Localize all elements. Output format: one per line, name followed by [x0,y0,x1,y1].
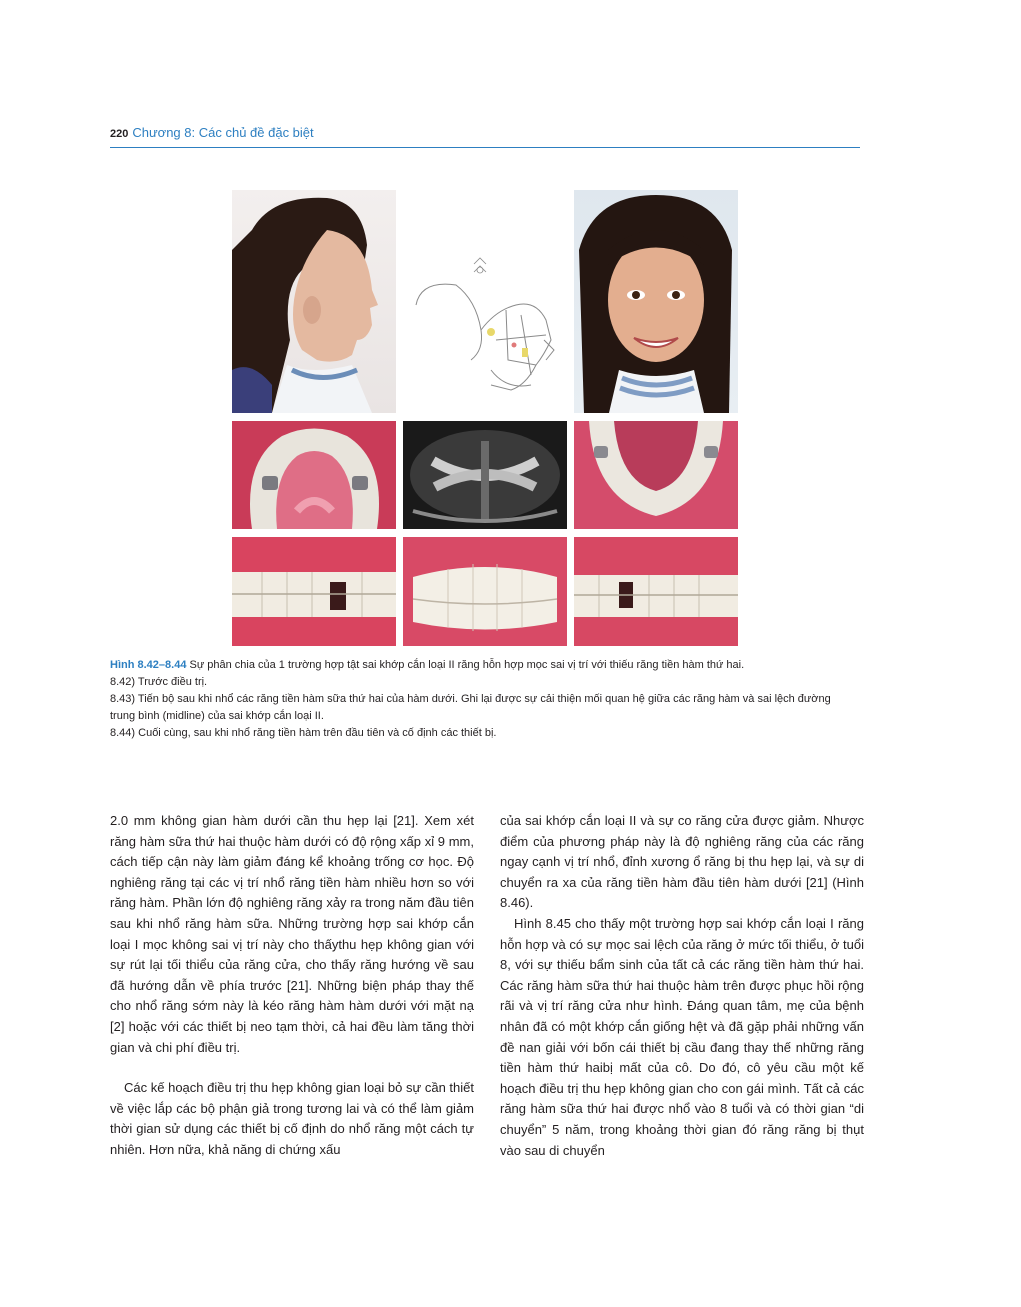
page-number: 220 [110,128,129,140]
paragraph: của sai khớp cắn loại II và sự co răng cửa được giảm. Nhược điểm của phương pháp này là độ nghiêng răng của các răng ngay cạnh vị trí nhổ, đỉnh xương ổ răng bị thu hẹp lại, và sự di chuyển ra xa của răng tiền hàm đầu tiên hàm dưới [21] (Hình 8.46). [500,813,864,911]
running-header [110,125,860,148]
cephalometric-tracing [396,190,574,413]
figure-composite [232,190,738,646]
paragraph: Hình 8.45 cho thấy một trường hợp sai khớp cắn loại I răng hỗn hợp và có sự mọc sai lệch của răng ở mức tối thiểu, ở tuổi 8, với sự thiếu bẩm sinh của tất cả các răng tiền hàm thứ hai. Các răng hàm sữa thứ hai thuộc hàm trên được phục hồi rộng rãi và vị trí răng cửa như hình. Đáng quan tâm, mẹ của bệnh nhân đã có một khớp cắn giống hệt và đã gặp phải những vấn đề nan giải với bốn cái thiết bị cầu đang thay thế những răng tiền hàm thứ haibị mất của cô. Do đó, cô yêu cầu một kế hoạch điều trị thu hẹp không gian cho con gái mình. Tất cả các răng hàm sữa thứ hai được nhổ vào 8 tuổi và có thời gian “di chuyển” 5 năm, trong khoảng thời gian đó răng răng bị thụt vào sau di chuyển [500,915,864,1158]
panoramic-xray [403,421,567,529]
figure-label: Hình 8.42–8.44 [110,659,187,671]
caption-line: 8.43) Tiến bộ sau khi nhổ các răng tiền hàm sữa thứ hai của hàm dưới. Ghi lại được sự cải thiện mối quan hệ giữa các răng hàm và sai lệch đường trung bình (midline) của sai khớp cắn loại II. [110,693,831,722]
figure-caption [110,657,840,742]
chapter-title: Chương 8: Các chủ đề đặc biệt [132,125,314,140]
left-lateral-intraoral [574,537,738,646]
right-lateral-intraoral [232,537,396,646]
caption-line: 8.42) Trước điều trị. [110,676,208,688]
profile-photo [232,190,396,413]
lower-occlusal-photo [574,421,738,529]
body-column-left [110,811,474,1161]
paragraph: Các kế hoạch điều trị thu hẹp không gian loại bỏ sự cần thiết về việc lắp các bộ phận giả trong tương lai và có thể làm giảm thời gian sử dụng các thiết bị cố định do nhổ răng một cách tự nhiên. Hơn nữa, khả năng di chứng xấu [110,1080,474,1157]
caption-line: Sự phân chia của 1 trường hợp tật sai khớp cắn loại II răng hỗn hợp mọc sai vị trí với thiếu răng tiền hàm thứ hai. [189,659,745,671]
frontal-smile-photo [574,190,738,413]
frontal-intraoral [403,537,567,646]
body-column-right [500,811,864,1161]
upper-occlusal-photo [232,421,396,529]
caption-line: 8.44) Cuối cùng, sau khi nhổ răng tiền hàm trên đầu tiên và cố định các thiết bị. [110,727,497,739]
paragraph: 2.0 mm không gian hàm dưới cần thu hẹp lại [21]. Xem xét răng hàm sữa thứ hai thuộc hàm dưới có độ rộng xấp xỉ 9 mm, cách tiếp cận này làm giảm đáng kể khoảng trống cơ học. Độ nghiêng răng tại các vị trí nhổ răng tiền hàm nhiều hơn so với răng hàm. Phần lớn độ nghiêng răng xảy ra trong năm đầu tiên sau khi nhổ răng hàm sữa. Những trường hợp sai khớp cắn loại I mọc không sai vị trí này cho thấythu hẹp không gian với sự rút lại tối thiểu của răng cửa, cho thấy răng hướng về sau đã hướng dẫn về phía trước [21]. Những biện pháp thay thế cho nhổ răng sớm này là kéo răng hàm hàm dưới với mặt nạ [2] hoặc với các thiết bị neo tạm thời, cả hai đều làm tăng thời gian và chi phí điều trị. [110,813,474,1055]
